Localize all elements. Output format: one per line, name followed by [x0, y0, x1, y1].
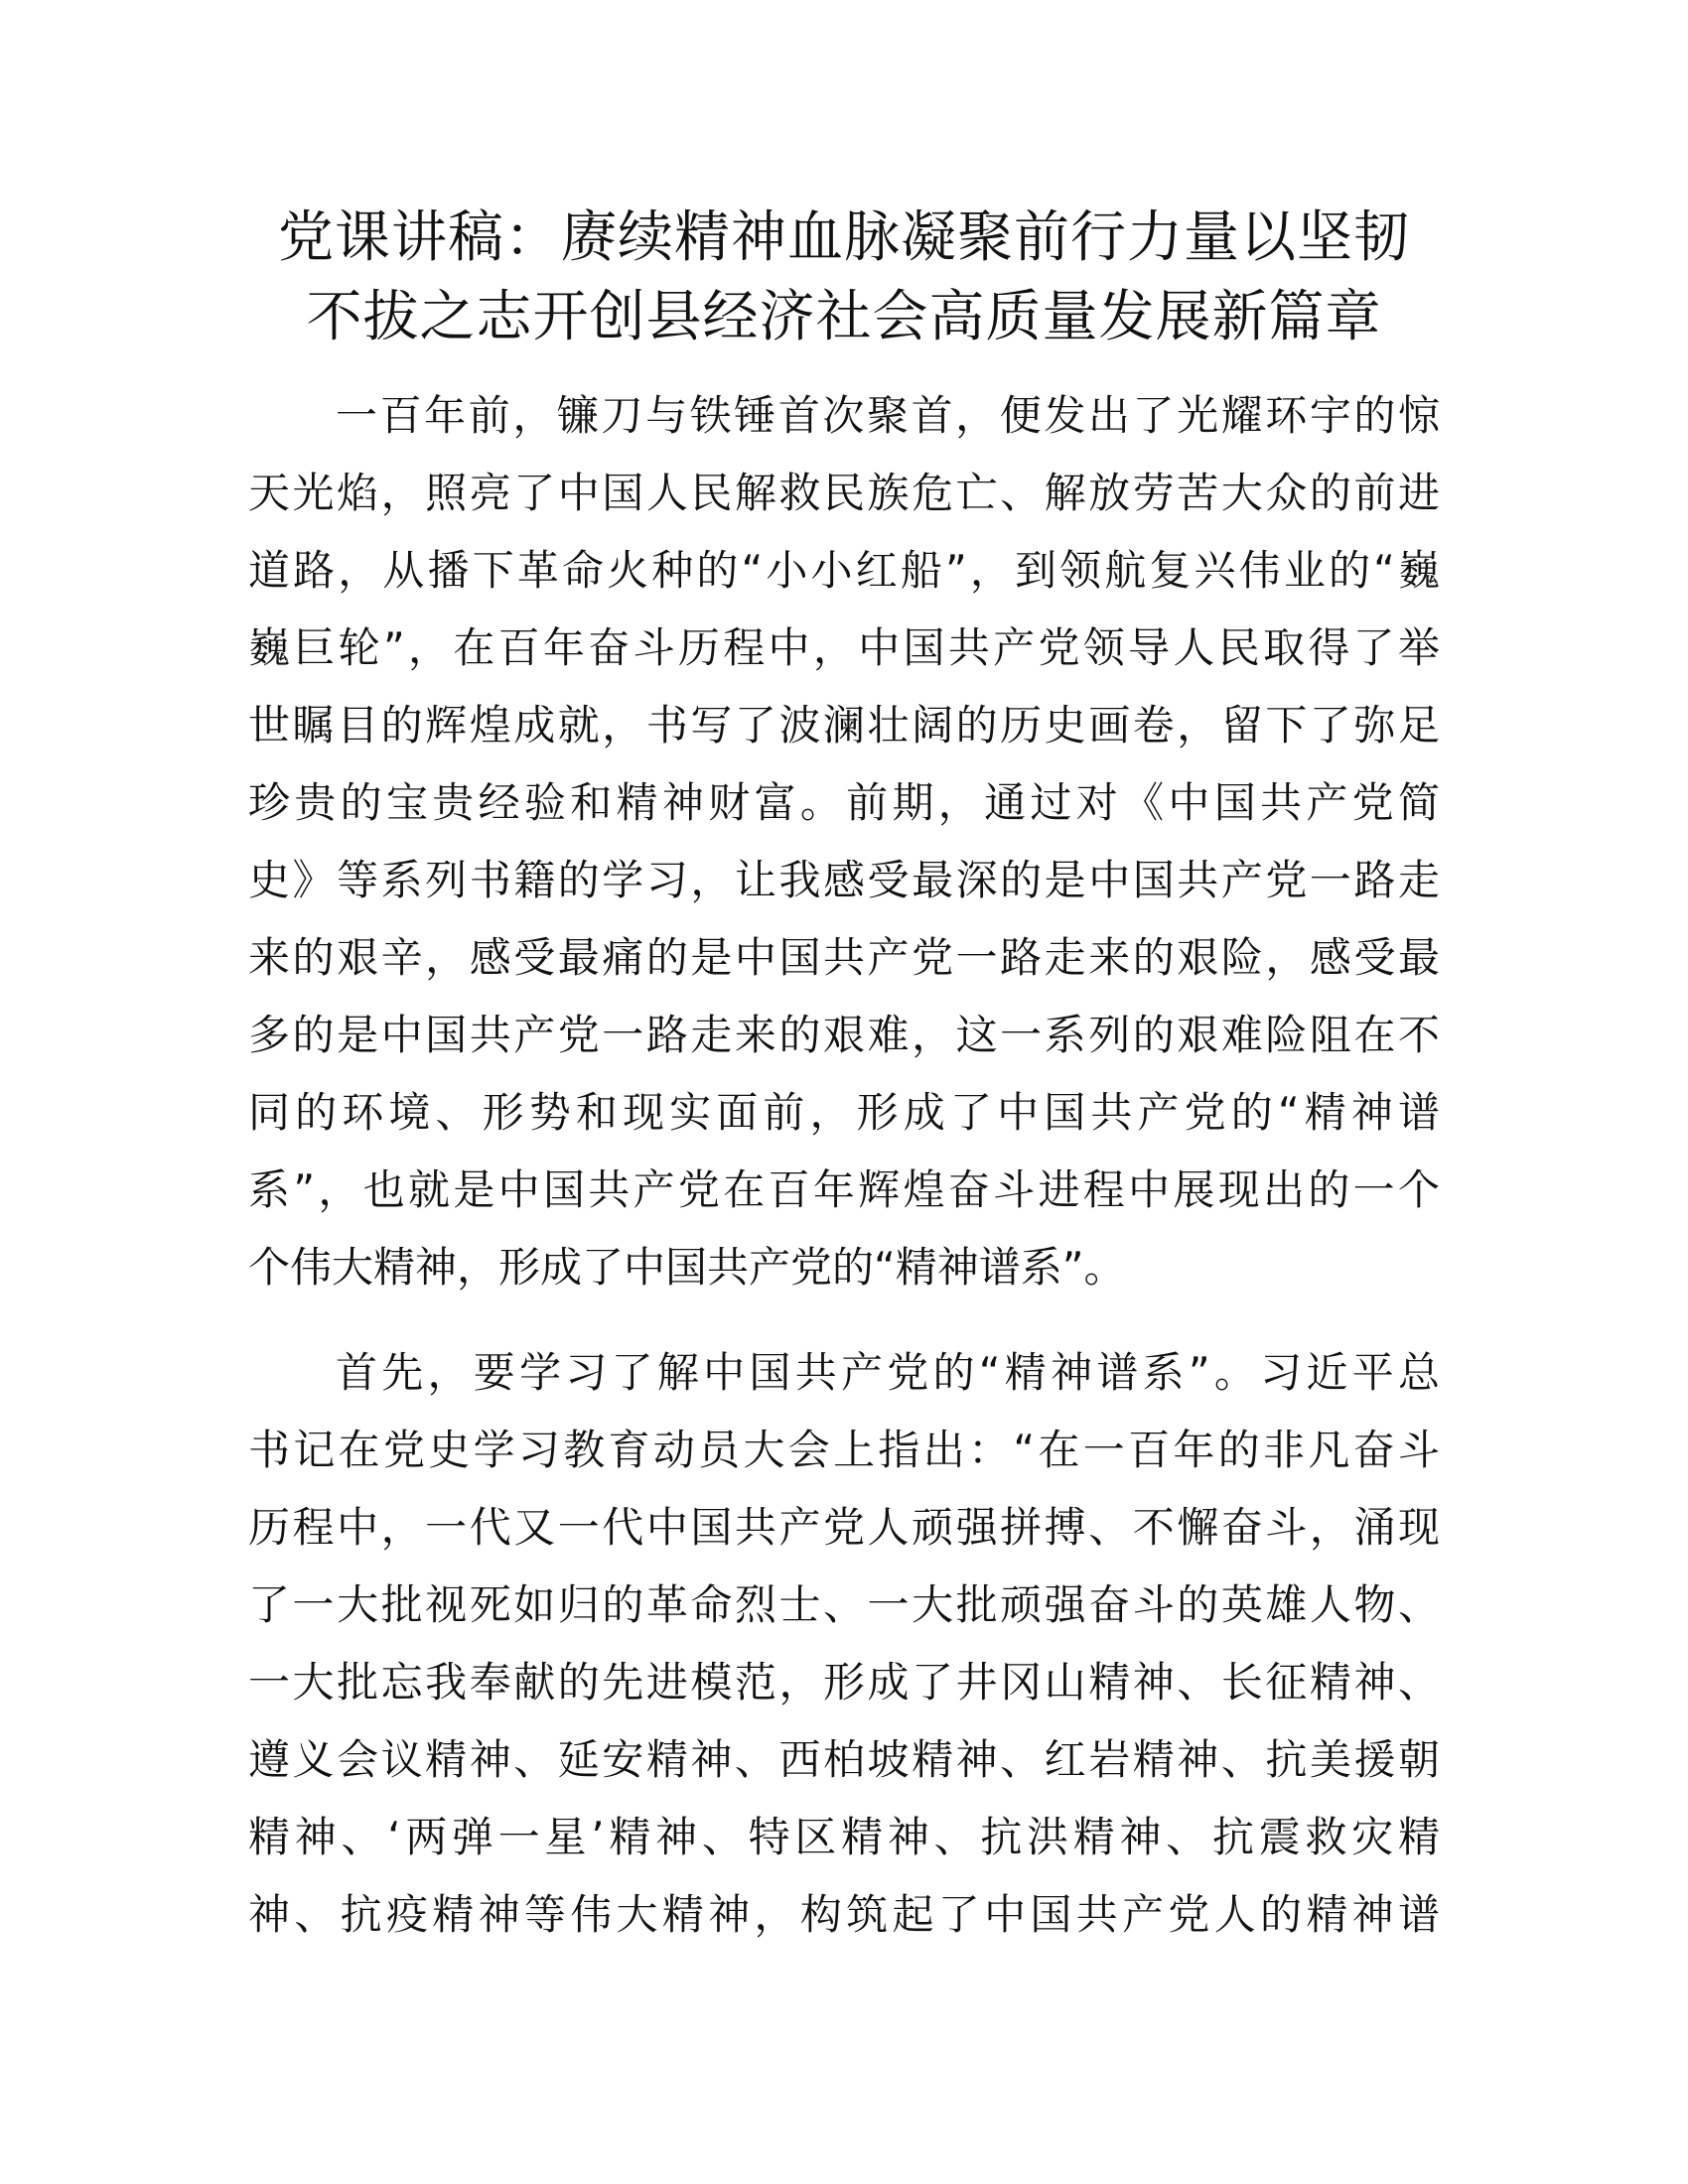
paragraph-line: 书记在党史学习教育动员大会上指出：“在一百年的非凡奋斗 [248, 1426, 1440, 1474]
document-body [248, 377, 1440, 1954]
paragraph-line: 珍贵的宝贵经验和精神财富。前期，通过对《中国共产党简 [248, 778, 1440, 827]
paragraph-intro [248, 377, 1440, 1306]
paragraph-line: 巍巨轮”，在百年奋斗历程中，中国共产党领导人民取得了举 [248, 623, 1440, 672]
paragraph-line: 了一大批视死如归的革命烈士、一大批顽强奋斗的英雄人物、 [248, 1580, 1440, 1629]
paragraph-line: 同的环境、形势和现实面前，形成了中国共产党的“精神谱 [248, 1088, 1440, 1137]
paragraph-line: 史》等系列书籍的学习，让我感受最深的是中国共产党一路走 [248, 856, 1440, 904]
paragraph-line: 历程中，一代又一代中国共产党人顽强拼搏、不懈奋斗，涌现 [248, 1503, 1440, 1552]
paragraph-line: 多的是中国共产党一路走来的艰难，这一系列的艰难险阻在不 [248, 1011, 1440, 1059]
paragraph-line: 精神、‘两弹一星’精神、特区精神、抗洪精神、抗震救灾精 [248, 1813, 1440, 1861]
title-line: 党课讲稿：赓续精神血脉凝聚前行力量以坚韧 [278, 205, 1410, 270]
title-line: 不拔之志开创县经济社会高质量发展新篇章 [306, 285, 1382, 349]
paragraph-line: 道路，从播下革命火种的“小小红船”，到领航复兴伟业的“巍 [248, 546, 1440, 595]
paragraph-line: 天光焰，照亮了中国人民解救民族危亡、解放劳苦大众的前进 [248, 469, 1440, 517]
paragraph-line: 系”，也就是中国共产党在百年辉煌奋斗进程中展现出的一个 [248, 1165, 1440, 1214]
paragraph-line: 遵义会议精神、延安精神、西柏坡精神、红岩精神、抗美援朝 [248, 1735, 1440, 1784]
paragraph-first-point [248, 1334, 1440, 1954]
document-title [238, 199, 1450, 357]
paragraph-line: 世瞩目的辉煌成就，书写了波澜壮阔的历史画卷，留下了弥足 [248, 701, 1440, 750]
paragraph-line: 首先，要学习了解中国共产党的“精神谱系”。习近平总 [336, 1348, 1440, 1397]
paragraph-line: 个伟大精神，形成了中国共产党的“精神谱系”。 [248, 1243, 1126, 1292]
paragraph-line: 神、抗疫精神等伟大精神，构筑起了中国共产党人的精神谱 [248, 1890, 1440, 1939]
paragraph-line: 一百年前，镰刀与铁锤首次聚首，便发出了光耀环宇的惊 [336, 391, 1440, 440]
paragraph-line: 来的艰辛，感受最痛的是中国共产党一路走来的艰险，感受最 [248, 933, 1440, 982]
paragraph-line: 一大批忘我奉献的先进模范，形成了井冈山精神、长征精神、 [248, 1658, 1440, 1706]
